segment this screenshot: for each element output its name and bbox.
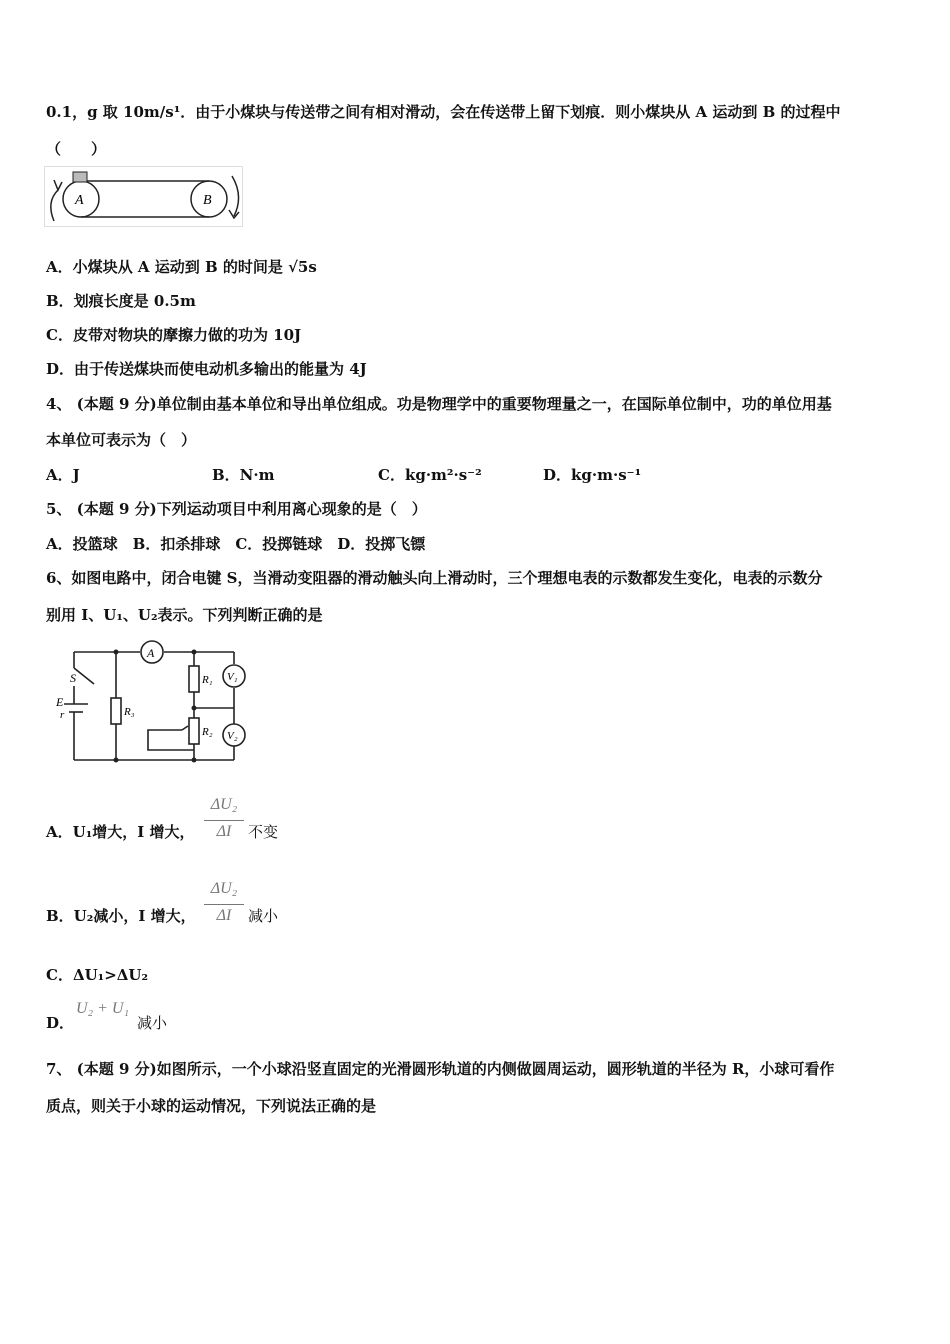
r1-label: R₁ [202, 674, 213, 686]
emf-label: E [56, 695, 64, 709]
q7-stem-line1: 7、 (本题 9 分)如图所示，一个小球沿竖直固定的光滑圆形轨道的内侧做圆周运动，圆形轨道的半径为 R，小球可看作 [46, 1060, 835, 1078]
q6-stem-line1: 6、如图电路中，闭合电键 S，当滑动变阻器的滑动触头向上滑动时，三个理想电表的示数都发生变化，电表的示数分 [46, 569, 823, 587]
q4-option-c: C．kg·m²·s⁻² [378, 466, 482, 484]
q6-option-c: C．ΔU₁>ΔU₂ [46, 966, 149, 984]
q6-option-b-suffix: 减小 [248, 907, 279, 925]
q6-option-d-expression: U₂ + U₁ [76, 1000, 130, 1017]
circuit-diagram [54, 638, 276, 768]
q4-stem-line1: 4、 (本题 9 分)单位制由基本单位和导出单位组成。功是物理学中的重要物理量之一，在国际单位制中，功的单位用基 [46, 395, 832, 413]
q3-stem-line2: （ ） [46, 140, 107, 158]
q6-option-a-suffix: 不变 [248, 823, 279, 841]
ammeter-label: A [147, 646, 155, 660]
q6-stem-line2: 别用 I、U₁、U₂表示。下列判断正确的是 [46, 606, 323, 624]
fraction-denominator: ΔI [216, 823, 232, 840]
r3-label: R₃ [124, 706, 135, 718]
fraction-bar [204, 904, 244, 905]
v2-label: V₂ [227, 730, 238, 742]
switch-label: S [70, 671, 76, 685]
q3-option-c: C．皮带对物块的摩擦力做的功为 10J [46, 326, 302, 344]
conveyor-belt-figure [44, 166, 244, 228]
q6-option-b-fraction [204, 880, 244, 930]
pulley-b-label: B [203, 193, 212, 208]
q6-option-d-suffix: 减小 [137, 1014, 168, 1032]
q4-option-a: A．J [46, 466, 80, 484]
q5-stem: 5、 (本题 9 分)下列运动项目中利用离心现象的是（ ） [46, 500, 427, 518]
r2-label: R₂ [202, 726, 213, 738]
fraction-numerator: ΔU₂ [210, 796, 238, 813]
q6-option-a-prefix: A．U₁增大，I 增大， [46, 823, 195, 841]
q4-option-b: B．N·m [212, 466, 275, 484]
pulley-a-label: A [75, 193, 84, 208]
q6-option-b-prefix: B．U₂减小，I 增大， [46, 907, 196, 925]
coal-block [73, 172, 87, 182]
fraction-denominator: ΔI [216, 907, 232, 924]
q4-option-d: D．kg·m·s⁻¹ [543, 466, 642, 484]
q5-options: A．投篮球 B．扣杀排球 C．投掷链球 D．投掷飞镖 [46, 535, 426, 553]
q6-option-a-fraction [204, 796, 244, 846]
q3-option-a: A．小煤块从 A 运动到 B 的时间是 √5s [46, 258, 317, 276]
v1-label: V₁ [227, 671, 238, 683]
q3-option-b: B．划痕长度是 0.5m [46, 292, 196, 310]
q4-stem-line2: 本单位可表示为（ ） [46, 431, 197, 449]
q3-stem-line1: 0.1，g 取 10m/s¹．由于小煤块与传送带之间有相对滑动，会在传送带上留下划痕．则小煤块从 A 运动到 B 的过程中 [46, 103, 841, 121]
fraction-numerator: ΔU₂ [210, 880, 238, 897]
q6-option-d-prefix: D． [46, 1014, 75, 1032]
q7-stem-line2: 质点，则关于小球的运动情况，下列说法正确的是 [46, 1097, 377, 1115]
q3-option-d: D．由于传送煤块而使电动机多输出的能量为 4J [46, 360, 367, 378]
fraction-bar [204, 820, 244, 821]
internal-resistance-label: r [60, 709, 65, 721]
